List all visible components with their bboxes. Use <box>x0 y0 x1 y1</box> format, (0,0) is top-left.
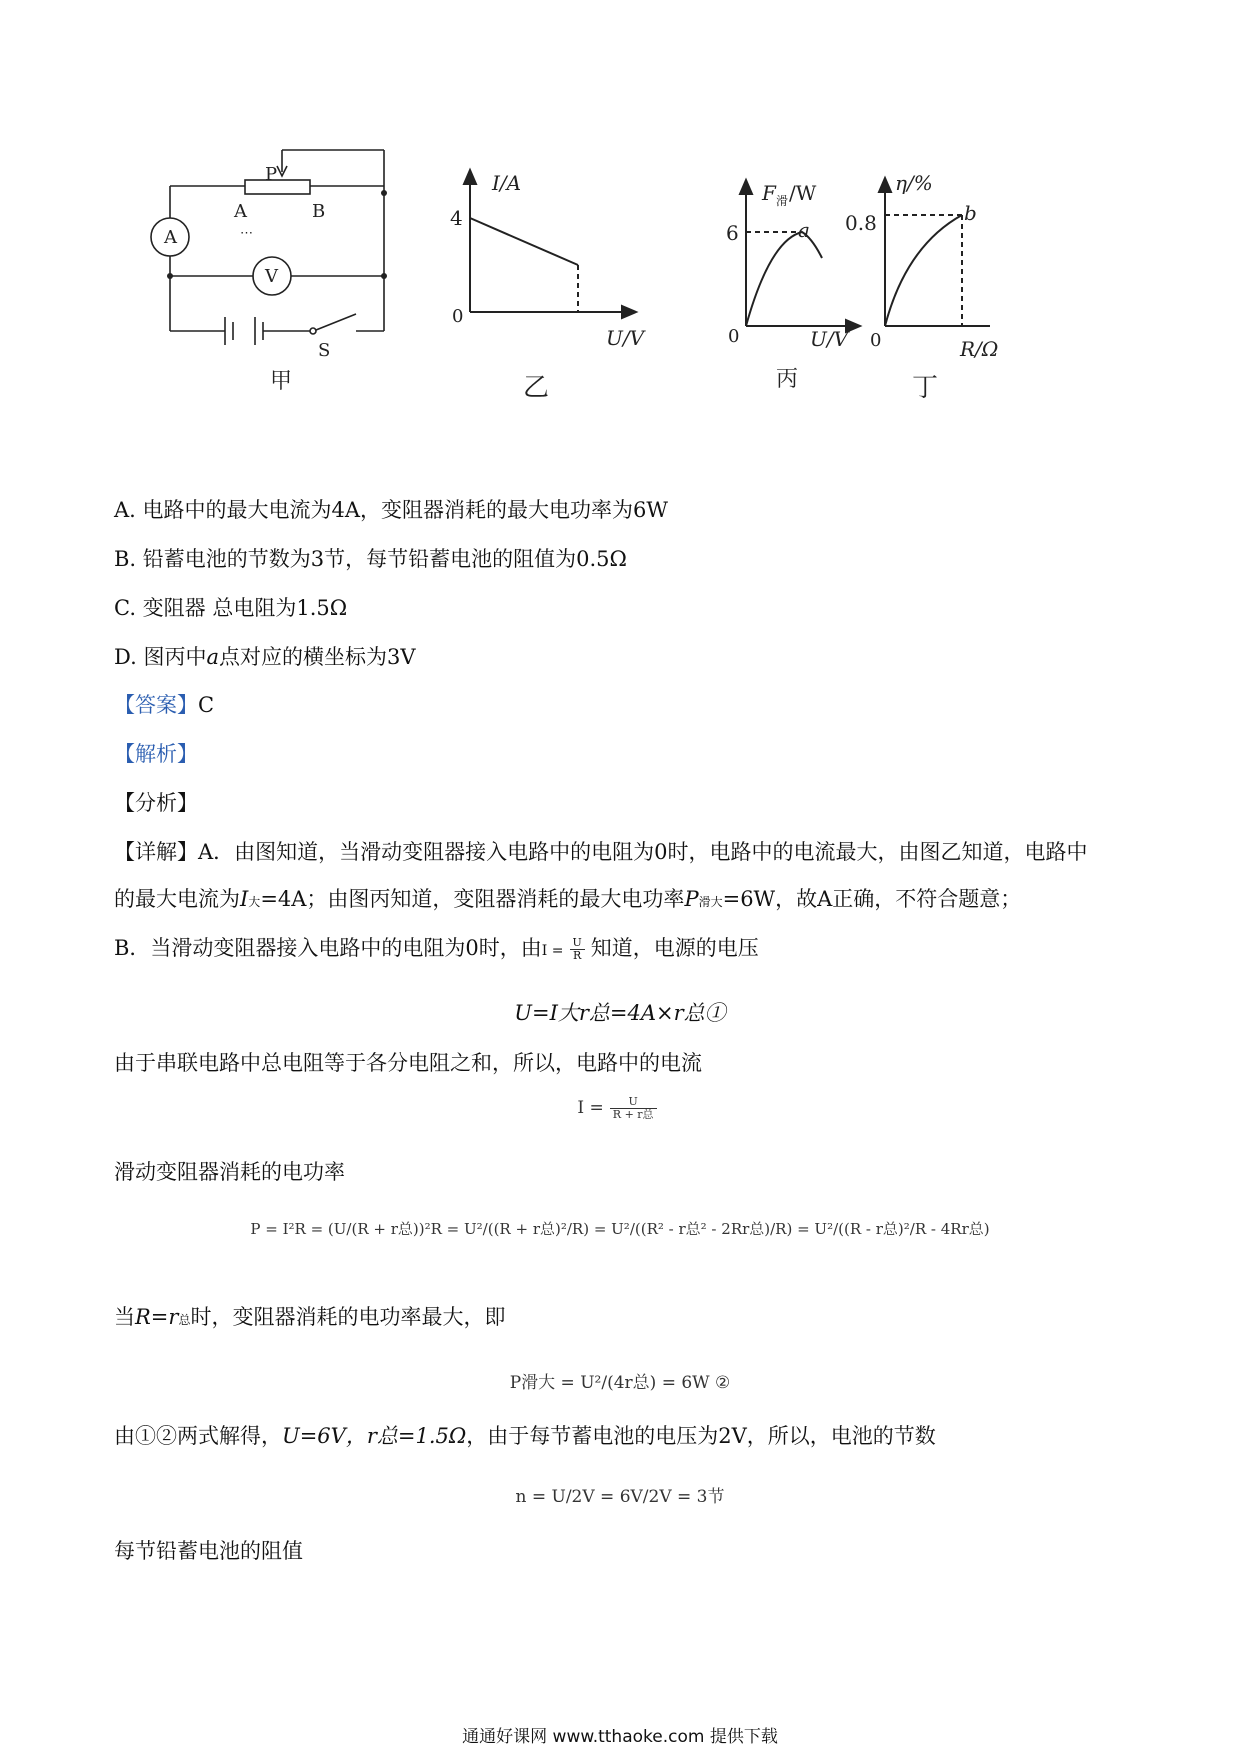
equation-3: P = I²R = (U/(R + r总))²R = U²/((R + r总)²/R) = U²/((R² - r总² - 2Rr总)/R) = U²/((R - r总)²/R - 4Rr总) <box>250 1220 990 1238</box>
detail-line-3: B．当滑动变阻器接入电路中的电阻为0时，由I = $\frac{U}{R}$ 知道，电源的电压 <box>114 936 759 962</box>
graph-ding-ytick: 0.8 <box>845 211 877 235</box>
graph-bing-point: a <box>798 218 810 242</box>
equation-2: I = $\frac{U}{\text{R + r总}}$ <box>0 1096 1240 1121</box>
graph-yi-origin: 0 <box>452 306 464 327</box>
caption-ding: 丁 <box>912 373 939 403</box>
circuit-label-p: P <box>265 164 278 185</box>
caption-jia: 甲 <box>270 369 293 394</box>
switch <box>310 328 316 334</box>
equation-4: P滑大 = U²/(4r总) = 6W ② <box>509 1373 731 1393</box>
figure-panel <box>0 0 1240 420</box>
answer-label: 【答案】 <box>114 693 198 717</box>
footer-watermark: 通通好课网 www.tthaoke.com 提供下载 <box>462 1727 778 1747</box>
circuit-label-b: B <box>312 201 326 222</box>
graph-yi-ylabel: I/A <box>492 171 522 195</box>
circuit-label-a: A <box>234 201 247 222</box>
graph-ding-ylabel: η/% <box>895 171 933 195</box>
graph-yi <box>464 170 636 318</box>
graph-ding-point: b <box>964 201 977 225</box>
caption-bing: 丙 <box>776 367 799 392</box>
detail-line-6: 当R=r总时，变阻器消耗的电功率最大，即 <box>114 1305 506 1329</box>
ammeter-label: A <box>164 227 177 248</box>
voltmeter-label: V <box>265 266 278 287</box>
rheostat <box>245 180 310 194</box>
graph-yi-xlabel: U/V <box>606 326 645 350</box>
answer-value: C <box>198 693 215 717</box>
detail-line-8: 每节铅蓄电池的阻值 <box>114 1539 303 1563</box>
graph-yi-ytick: 4 <box>450 206 463 230</box>
graph-bing-ylabel-main: F <box>762 181 776 205</box>
caption-yi: 乙 <box>523 373 550 403</box>
graph-bing-curve <box>746 232 822 326</box>
detail-line-5: 滑动变阻器消耗的电功率 <box>114 1160 345 1184</box>
option-a: A. 电路中的最大电流为4A，变阻器消耗的最大电功率为6W <box>114 498 668 522</box>
option-b: B. 铅蓄电池的节数为3节，每节铅蓄电池的阻值为0.5Ω <box>114 547 627 571</box>
switch-label: S <box>318 340 331 361</box>
svg-text:⋯: ⋯ <box>240 226 253 241</box>
graph-bing-ylabel-sub: 滑 <box>776 194 789 208</box>
option-c: C. 变阻器 总电阻为1.5Ω <box>114 596 348 620</box>
graph-yi-line <box>470 218 578 265</box>
equation-1: U=I大r总=4A×r总① <box>514 1001 726 1025</box>
equation-5: n = U/2V = 6V/2V = 3节 <box>515 1487 725 1507</box>
detail-line-7: 由①②两式解得，U=6V，r总=1.5Ω，由于每节蓄电池的电压为2V，所以，电池的节数 <box>114 1424 936 1448</box>
detail-line-2: 的最大电流为I大=4A；由图丙知道，变阻器消耗的最大电功率P滑大=6W，故A正确，不符合题意； <box>114 887 1022 911</box>
graph-bing-origin: 0 <box>728 326 740 347</box>
analysis-label: 【解析】 <box>114 742 198 766</box>
graph-ding-curve <box>885 215 962 326</box>
fenxi-label: 【分析】 <box>114 791 198 815</box>
answer-row <box>114 690 214 720</box>
detail-line-1: 【详解】A．由图知道，当滑动变阻器接入电路中的电阻为0时，电路中的电流最大，由图乙知道，电路中 <box>114 840 1088 864</box>
graph-bing-ytick: 6 <box>726 221 739 245</box>
detail-line-4: 由于串联电路中总电阻等于各分电阻之和，所以，电路中的电流 <box>114 1051 702 1075</box>
graph-bing-ylabel-unit: /W <box>789 181 817 205</box>
graph-ding-xlabel: R/Ω <box>960 337 999 361</box>
graph-bing-xlabel: U/V <box>810 327 849 351</box>
option-d: D. 图丙中a点对应的横坐标为3V <box>114 645 416 669</box>
graph-ding-origin: 0 <box>870 330 882 351</box>
